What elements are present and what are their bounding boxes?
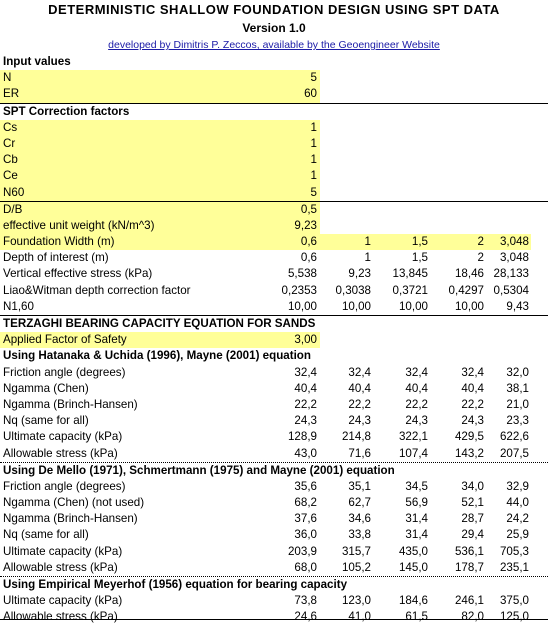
- cell-value[interactable]: 82,0: [461, 610, 484, 624]
- table-row: [0, 446, 548, 463]
- cell-value[interactable]: 145,0: [398, 560, 428, 574]
- cell-value[interactable]: 705,3: [499, 544, 529, 558]
- cell-value[interactable]: 41,0: [348, 610, 371, 624]
- cell-value[interactable]: 214,8: [341, 430, 371, 444]
- cell-value[interactable]: 44,0: [506, 496, 529, 510]
- table-row: [0, 299, 548, 315]
- table-row: [0, 560, 548, 577]
- cell-value[interactable]: 28,133: [493, 267, 529, 281]
- cell-value[interactable]: 0,6: [300, 235, 317, 249]
- cell-value[interactable]: 56,9: [405, 496, 428, 510]
- section-header: [0, 348, 548, 364]
- cell-value[interactable]: 5,538: [287, 267, 317, 281]
- cell-value[interactable]: 28,7: [461, 512, 484, 526]
- row-label[interactable]: N60: [3, 185, 25, 199]
- row-label[interactable]: Ngamma (Brinch-Hansen): [3, 512, 138, 526]
- cell-value[interactable]: 3,048: [499, 235, 529, 249]
- table-row: [0, 201, 548, 218]
- cell-value[interactable]: 107,4: [398, 446, 428, 460]
- table-row: [0, 266, 548, 282]
- cell-value[interactable]: 32,4: [405, 365, 428, 379]
- cell-value[interactable]: 10,00: [454, 299, 484, 313]
- cell-value[interactable]: 2: [477, 251, 484, 265]
- cell-value[interactable]: 3,00: [294, 333, 317, 347]
- cell-value[interactable]: 10,00: [341, 299, 371, 313]
- row-label[interactable]: Ngamma (Brinch-Hansen): [3, 397, 138, 411]
- cell-value[interactable]: 5: [310, 185, 317, 199]
- cell-value[interactable]: 184,6: [398, 594, 428, 608]
- cell-value[interactable]: 143,2: [454, 446, 484, 460]
- cell-value[interactable]: 1: [310, 120, 317, 134]
- table-row: [0, 544, 548, 560]
- cell-value[interactable]: 10,00: [287, 299, 317, 313]
- row-label[interactable]: Friction angle (degrees): [3, 365, 126, 379]
- cell-value[interactable]: 207,5: [499, 446, 529, 460]
- cell-value[interactable]: 1: [310, 169, 317, 183]
- cell-value[interactable]: 1,5: [411, 235, 428, 249]
- row-label[interactable]: Cr: [3, 136, 16, 150]
- cell-value[interactable]: 34,0: [461, 479, 484, 493]
- section-header: [0, 54, 548, 70]
- table-row: [0, 250, 548, 266]
- table-row: [0, 511, 548, 527]
- row-label[interactable]: Allowable stress (kPa): [3, 560, 118, 574]
- table-row: [0, 218, 548, 234]
- table-row: [0, 120, 548, 136]
- cell-value[interactable]: 68,0: [294, 560, 317, 574]
- cell-value[interactable]: 105,2: [341, 560, 371, 574]
- cell-value[interactable]: 0,5304: [493, 283, 529, 297]
- cell-value[interactable]: 25,9: [506, 528, 529, 542]
- cell-value[interactable]: 13,845: [392, 267, 428, 281]
- cell-value[interactable]: 43,0: [294, 446, 317, 460]
- cell-value[interactable]: 1: [310, 136, 317, 150]
- cell-value[interactable]: 38,1: [506, 381, 529, 395]
- cell-value[interactable]: 375,0: [499, 594, 529, 608]
- table-row: [0, 70, 548, 86]
- cell-value[interactable]: 23,3: [506, 414, 529, 428]
- input-cell-highlight: [0, 152, 320, 168]
- cell-value[interactable]: 21,0: [506, 397, 529, 411]
- cell-value[interactable]: 40,4: [348, 381, 371, 395]
- cell-value[interactable]: 33,8: [348, 528, 371, 542]
- row-label[interactable]: Allowable stress (kPa): [3, 610, 118, 624]
- cell-value[interactable]: 123,0: [341, 594, 371, 608]
- row-label[interactable]: Ngamma (Chen) (not used): [3, 496, 145, 510]
- table-row: [0, 495, 548, 511]
- row-label[interactable]: Foundation Width (m): [3, 235, 115, 249]
- row-label[interactable]: Depth of interest (m): [3, 251, 109, 265]
- cell-value[interactable]: 73,8: [294, 594, 317, 608]
- cell-value[interactable]: 1: [364, 251, 371, 265]
- row-label[interactable]: Ultimate capacity (kPa): [3, 594, 123, 608]
- input-cell-highlight: [0, 202, 320, 218]
- cell-value[interactable]: 24,3: [348, 414, 371, 428]
- cell-value[interactable]: 1: [364, 235, 371, 249]
- row-label[interactable]: Ce: [3, 169, 18, 183]
- cell-value[interactable]: 22,2: [461, 397, 484, 411]
- version-label: Version 1.0: [242, 21, 306, 35]
- cell-value[interactable]: 32,9: [506, 479, 529, 493]
- cell-value[interactable]: 40,4: [294, 381, 317, 395]
- cell-value[interactable]: 322,1: [398, 430, 428, 444]
- cell-value[interactable]: 246,1: [454, 594, 484, 608]
- table-row: [0, 593, 548, 609]
- cell-value[interactable]: 0,3038: [335, 283, 371, 297]
- cell-value[interactable]: 315,7: [341, 544, 371, 558]
- cell-value[interactable]: 40,4: [461, 381, 484, 395]
- cell-value[interactable]: 34,6: [348, 512, 371, 526]
- row-label[interactable]: TERZAGHI BEARING CAPACITY EQUATION FOR SANDS: [3, 317, 316, 330]
- row-label[interactable]: Using Empirical Meyerhof (1956) equation for bearing capacity: [3, 578, 348, 591]
- row-label[interactable]: N1,60: [3, 299, 34, 313]
- row-label[interactable]: Using Hatanaka & Uchida (1996), Mayne (2001) equation: [3, 349, 311, 363]
- cell-value[interactable]: 32,4: [461, 365, 484, 379]
- row-label[interactable]: effective unit weight (kN/m^3): [3, 218, 155, 232]
- cell-value[interactable]: 35,1: [348, 479, 371, 493]
- row-label[interactable]: Allowable stress (kPa): [3, 446, 118, 460]
- sheet-title: DETERMINISTIC SHALLOW FOUNDATION DESIGN USING SPT DATA: [48, 2, 500, 17]
- cell-value[interactable]: 0,2353: [281, 283, 317, 297]
- developer-link[interactable]: developed by Dimitris P. Zeccos, available by the Geoengineer Website: [108, 39, 440, 51]
- cell-value[interactable]: 9,23: [294, 218, 317, 232]
- cell-value[interactable]: 31,4: [405, 512, 428, 526]
- cell-value[interactable]: 32,4: [348, 365, 371, 379]
- row-label[interactable]: Vertical effective stress (kPa): [3, 267, 153, 281]
- table-row: [0, 479, 548, 495]
- cell-value[interactable]: 9,23: [348, 267, 371, 281]
- row-label[interactable]: Applied Factor of Safety: [3, 333, 127, 347]
- row-label[interactable]: Ultimate capacity (kPa): [3, 430, 123, 444]
- table-row: [0, 397, 548, 413]
- table-row: [0, 332, 548, 348]
- table-row: [0, 152, 548, 168]
- row-label[interactable]: Input values: [3, 55, 71, 68]
- row-label[interactable]: ER: [3, 87, 20, 101]
- section-header: [0, 315, 548, 332]
- cell-value[interactable]: 5: [310, 71, 317, 85]
- section-header: [0, 103, 548, 120]
- cell-value[interactable]: 37,6: [294, 512, 317, 526]
- cell-value[interactable]: 68,2: [294, 496, 317, 510]
- table-row: [0, 283, 548, 299]
- cell-value[interactable]: 31,4: [405, 528, 428, 542]
- cell-value[interactable]: 2: [477, 235, 484, 249]
- cell-value[interactable]: 29,4: [461, 528, 484, 542]
- input-cell-highlight: [0, 185, 320, 201]
- cell-value[interactable]: 36,0: [294, 528, 317, 542]
- cell-value[interactable]: 35,6: [294, 479, 317, 493]
- row-label[interactable]: D/B: [3, 202, 23, 216]
- cell-value[interactable]: 32,4: [294, 365, 317, 379]
- cell-value[interactable]: 24,2: [506, 512, 529, 526]
- row-label[interactable]: Friction angle (degrees): [3, 479, 126, 493]
- table-row: [0, 136, 548, 152]
- cell-value[interactable]: 10,00: [398, 299, 428, 313]
- table-row: [0, 527, 548, 543]
- cell-value[interactable]: 0,4297: [448, 283, 484, 297]
- cell-value[interactable]: 52,1: [461, 496, 484, 510]
- cell-value[interactable]: 1: [310, 153, 317, 167]
- data-table: [0, 54, 548, 626]
- cell-value[interactable]: 235,1: [499, 560, 529, 574]
- row-label[interactable]: Cs: [3, 120, 18, 134]
- input-cell-highlight: [0, 70, 320, 86]
- cell-value[interactable]: 622,6: [499, 430, 529, 444]
- table-row: [0, 429, 548, 445]
- cell-value[interactable]: 62,7: [348, 496, 371, 510]
- table-row: [0, 168, 548, 184]
- table-row: [0, 381, 548, 397]
- cell-value[interactable]: 22,2: [405, 397, 428, 411]
- cell-value[interactable]: 125,0: [499, 610, 529, 624]
- cell-value[interactable]: 22,2: [348, 397, 371, 411]
- cell-value[interactable]: 1,5: [411, 251, 428, 265]
- cell-value[interactable]: 22,2: [294, 397, 317, 411]
- input-cell-highlight: [0, 86, 320, 102]
- cell-value[interactable]: 9,43: [506, 299, 529, 313]
- row-label[interactable]: N: [3, 71, 12, 85]
- cell-value[interactable]: 18,46: [454, 267, 484, 281]
- input-cell-highlight: [0, 136, 320, 152]
- cell-value[interactable]: 3,048: [499, 251, 529, 265]
- table-row: [0, 185, 548, 201]
- section-header: [0, 577, 548, 593]
- table-row: [0, 234, 548, 250]
- row-label[interactable]: Liao&Witman depth correction factor: [3, 283, 191, 297]
- row-label[interactable]: Using De Mello (1971), Schmertmann (1975) and Mayne (2001) equation: [3, 463, 395, 477]
- cell-value[interactable]: 24,3: [405, 414, 428, 428]
- cell-value[interactable]: 61,5: [405, 610, 428, 624]
- cell-value[interactable]: 435,0: [398, 544, 428, 558]
- cell-value[interactable]: 128,9: [287, 430, 317, 444]
- row-label[interactable]: Ngamma (Chen): [3, 381, 89, 395]
- cell-value[interactable]: 71,6: [348, 446, 371, 460]
- table-row: [0, 413, 548, 429]
- cell-value[interactable]: 203,9: [287, 544, 317, 558]
- cell-value[interactable]: 24,3: [294, 414, 317, 428]
- row-label[interactable]: Nq (same for all): [3, 528, 89, 542]
- row-label[interactable]: SPT Correction factors: [3, 104, 130, 118]
- cell-value[interactable]: 40,4: [405, 381, 428, 395]
- cell-value[interactable]: 24,6: [294, 610, 317, 624]
- input-cell-highlight: [0, 168, 320, 184]
- row-label[interactable]: Ultimate capacity (kPa): [3, 544, 123, 558]
- row-label[interactable]: Cb: [3, 153, 18, 167]
- cell-value[interactable]: 429,5: [454, 430, 484, 444]
- cell-value[interactable]: 0,5: [300, 202, 317, 216]
- cell-value[interactable]: 32,0: [506, 365, 529, 379]
- cell-value[interactable]: 0,3721: [392, 283, 428, 297]
- cell-value[interactable]: 178,7: [454, 560, 484, 574]
- table-row: [0, 86, 548, 102]
- cell-value[interactable]: 60: [304, 87, 317, 101]
- cell-value[interactable]: 34,5: [405, 479, 428, 493]
- cell-value[interactable]: 24,3: [461, 414, 484, 428]
- input-cell-highlight: [0, 120, 320, 136]
- cell-value[interactable]: 0,6: [300, 251, 317, 265]
- row-label[interactable]: Nq (same for all): [3, 414, 89, 428]
- cell-value[interactable]: 536,1: [454, 544, 484, 558]
- table-row: [0, 365, 548, 381]
- section-header: [0, 463, 548, 479]
